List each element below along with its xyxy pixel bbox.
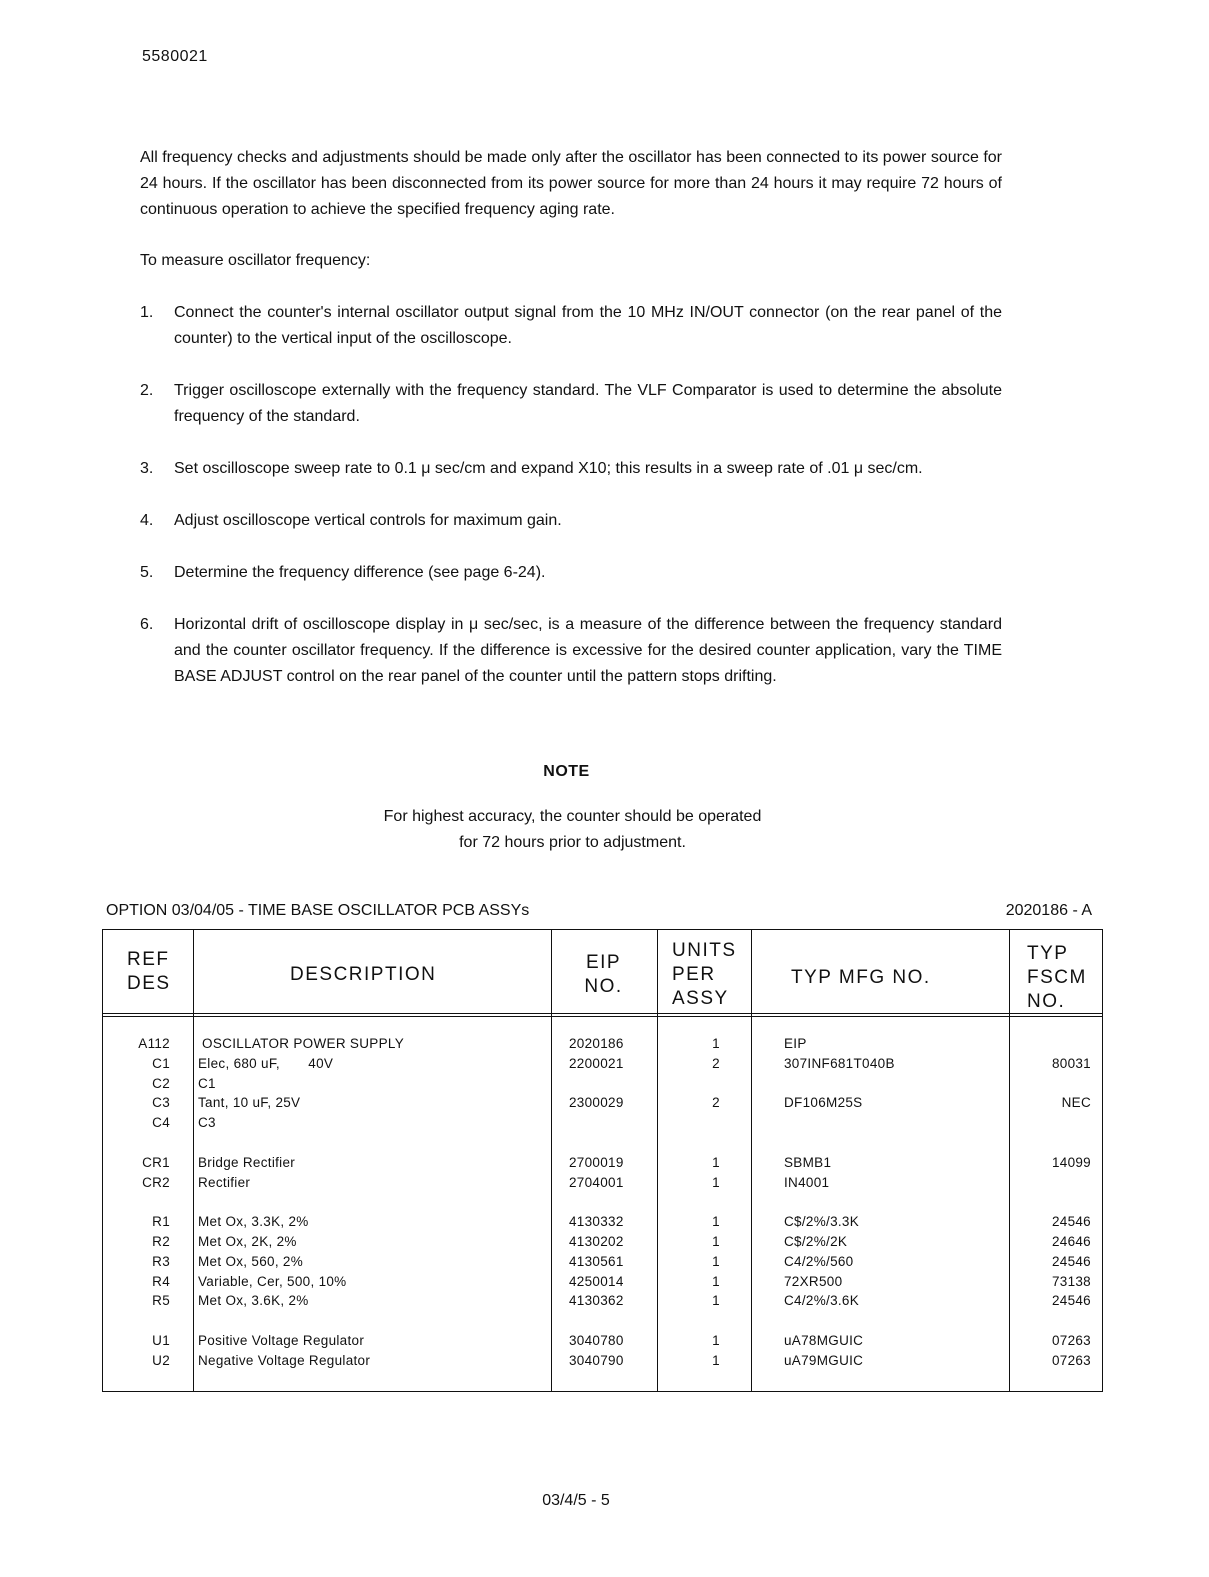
units-per-assy-cell: 1 <box>712 1273 720 1289</box>
header-description: DESCRIPTION <box>290 964 437 985</box>
step-number: 6. <box>140 616 154 633</box>
table-row <box>103 1192 1102 1212</box>
description-cell: Negative Voltage Regulator <box>198 1352 371 1368</box>
ref-des-cell: C1 <box>152 1055 170 1071</box>
step-number: 5. <box>140 564 154 581</box>
step-item <box>140 612 1002 690</box>
description-cell: Met Ox, 3.6K, 2% <box>198 1293 309 1309</box>
step-number: 3. <box>140 460 154 477</box>
eip-no-cell: 4250014 <box>569 1273 624 1289</box>
table-row <box>103 1212 1102 1232</box>
typ-mfg-no-cell: C4/2%/560 <box>784 1253 854 1269</box>
typ-mfg-no-cell: C4/2%/3.6K <box>784 1293 860 1309</box>
table-row <box>103 1113 1102 1133</box>
units-per-assy-cell: 1 <box>712 1253 720 1269</box>
table-body <box>103 1034 1102 1371</box>
header-text: NO. <box>584 976 623 997</box>
ref-des-cell: CR2 <box>142 1174 170 1190</box>
header-typ-fscm-no <box>1027 942 1087 1014</box>
typ-mfg-no-cell: IN4001 <box>784 1174 830 1190</box>
step-item <box>140 300 1002 352</box>
typ-mfg-no-cell: uA79MGUIC <box>784 1352 864 1368</box>
page-footer: 03/4/5 - 5 <box>542 1492 610 1509</box>
table-row <box>103 1034 1102 1054</box>
units-per-assy-cell: 1 <box>712 1293 720 1309</box>
header-text: EIP <box>585 952 622 973</box>
measure-heading: To measure oscillator frequency: <box>140 252 371 269</box>
step-item <box>140 560 1002 586</box>
step-item <box>140 456 1002 482</box>
document-number: 5580021 <box>142 48 208 65</box>
table-row <box>103 1272 1102 1292</box>
typ-mfg-no-cell: C$/2%/3.3K <box>784 1214 860 1230</box>
ref-des-cell: R5 <box>152 1293 170 1309</box>
fscm-no-cell: 07263 <box>1051 1352 1091 1368</box>
fscm-no-cell: 07263 <box>1051 1332 1091 1348</box>
intro-paragraph: All frequency checks and adjustments should be made only after the oscillator has been connected to its power source for 24 hours. If the oscillator has been disconnected from its power source for more than 24 hours it may require 72 hours of continuous operation to achieve the specified frequency aging rate. <box>140 149 1002 218</box>
table-row <box>103 1311 1102 1331</box>
header-ref-des <box>127 948 171 996</box>
header-text: REF <box>127 949 170 970</box>
step-text: Set oscilloscope sweep rate to 0.1 μ sec/cm and expand X10; this results in a sweep rate of .01 μ sec/cm. <box>174 460 923 477</box>
description-cell: Positive Voltage Regulator <box>198 1332 365 1348</box>
eip-no-cell: 2020186 <box>569 1036 624 1051</box>
fscm-no-cell: 80031 <box>1051 1055 1091 1071</box>
ref-des-cell: R2 <box>152 1233 170 1249</box>
table-row <box>103 1291 1102 1311</box>
description-cell: C3 <box>198 1115 216 1131</box>
table-row <box>103 1074 1102 1094</box>
table-row <box>103 1153 1102 1173</box>
units-per-assy-cell: 2 <box>712 1055 720 1071</box>
fscm-no-cell: 24546 <box>1051 1293 1091 1309</box>
typ-mfg-no-cell: DF106M25S <box>784 1095 863 1111</box>
units-per-assy-cell: 1 <box>712 1036 720 1051</box>
description-cell: Met Ox, 2K, 2% <box>198 1233 297 1249</box>
parts-table <box>102 929 1103 1392</box>
header-text: UNITS <box>672 940 737 961</box>
table-row <box>103 1173 1102 1193</box>
ref-des-cell: CR1 <box>142 1154 170 1170</box>
step-text: Trigger oscilloscope externally with the frequency standard. The VLF Comparator is used to determine the absolute frequency of the standard. <box>174 382 1002 425</box>
description-cell: C1 <box>198 1075 216 1091</box>
units-per-assy-cell: 1 <box>712 1352 720 1368</box>
description-cell: Met Ox, 560, 2% <box>198 1253 304 1269</box>
eip-no-cell: 4130561 <box>569 1253 624 1269</box>
header-text: TYP <box>1027 943 1069 964</box>
units-per-assy-cell: 1 <box>712 1233 720 1249</box>
note-line: For highest accuracy, the counter should be operated <box>383 808 762 825</box>
eip-no-cell: 2300029 <box>569 1095 624 1111</box>
ref-des-cell: R1 <box>152 1214 170 1230</box>
ref-des-cell: A112 <box>138 1036 170 1051</box>
typ-mfg-no-cell: 307INF681T040B <box>784 1055 895 1071</box>
description-cell: OSCILLATOR POWER SUPPLY <box>198 1036 405 1051</box>
eip-no-cell: 2700019 <box>569 1154 624 1170</box>
ref-des-cell: U1 <box>152 1332 170 1348</box>
description-cell: Tant, 10 uF, 25V <box>198 1095 301 1111</box>
step-number: 2. <box>140 382 154 399</box>
header-text: NO. <box>1027 991 1066 1012</box>
units-per-assy-cell: 1 <box>712 1332 720 1348</box>
typ-mfg-no-cell: 72XR500 <box>784 1273 843 1289</box>
table-title: OPTION 03/04/05 - TIME BASE OSCILLATOR PCB ASSYs <box>106 902 530 919</box>
header-typ-mfg-no: TYP MFG NO. <box>791 967 931 988</box>
note-body <box>0 804 1145 856</box>
eip-no-cell: 2200021 <box>569 1055 624 1071</box>
units-per-assy-cell: 1 <box>712 1154 720 1170</box>
fscm-no-cell: 14099 <box>1051 1154 1091 1170</box>
ref-des-cell: C3 <box>152 1095 170 1111</box>
table-row <box>103 1252 1102 1272</box>
fscm-no-cell: 24646 <box>1051 1233 1091 1249</box>
header-text: PER <box>672 964 716 985</box>
fscm-no-cell: 24546 <box>1051 1214 1091 1230</box>
step-item <box>140 508 1002 534</box>
step-text: Horizontal drift of oscilloscope display in μ sec/sec, is a measure of the difference between the frequency standard and the counter oscillator frequency. If the difference is excessive for the desired counter application, vary the TIME BASE ADJUST control on the rear panel of the counter until the pattern stops drifting. <box>174 616 1002 685</box>
description-cell: Met Ox, 3.3K, 2% <box>198 1214 309 1230</box>
ref-des-cell: C2 <box>152 1075 170 1091</box>
units-per-assy-cell: 1 <box>712 1214 720 1230</box>
fscm-no-cell: 73138 <box>1051 1273 1091 1289</box>
fscm-no-cell: 24546 <box>1051 1253 1091 1269</box>
table-revision: 2020186 - A <box>1005 902 1092 919</box>
ref-des-cell: C4 <box>152 1115 170 1131</box>
step-number: 4. <box>140 512 154 529</box>
header-text: ASSY <box>672 988 729 1009</box>
ref-des-cell: R3 <box>152 1253 170 1269</box>
eip-no-cell: 4130362 <box>569 1293 624 1309</box>
step-text: Adjust oscilloscope vertical controls for maximum gain. <box>174 512 562 529</box>
description-cell: Variable, Cer, 500, 10% <box>198 1273 347 1289</box>
eip-no-cell: 3040790 <box>569 1352 624 1368</box>
table-row <box>103 1133 1102 1153</box>
eip-no-cell: 4130332 <box>569 1214 624 1230</box>
step-text: Determine the frequency difference (see page 6-24). <box>174 564 546 581</box>
description-cell: Rectifier <box>198 1174 251 1190</box>
eip-no-cell: 2704001 <box>569 1174 624 1190</box>
eip-no-cell: 3040780 <box>569 1332 624 1348</box>
step-text: Connect the counter's internal oscillator output signal from the 10 MHz IN/OUT connector (on the rear panel of the counter) to the vertical input of the oscilloscope. <box>174 304 1002 347</box>
header-text: DES <box>127 973 171 994</box>
eip-no-cell: 4130202 <box>569 1233 624 1249</box>
table-row <box>103 1351 1102 1371</box>
table-row <box>103 1232 1102 1252</box>
ref-des-cell: U2 <box>152 1352 170 1368</box>
step-number: 1. <box>140 304 154 321</box>
table-row <box>103 1093 1102 1113</box>
header-units-per-assy <box>672 939 737 1011</box>
note-title: NOTE <box>543 763 590 780</box>
header-eip-no <box>556 951 651 999</box>
description-cell: Bridge Rectifier <box>198 1154 296 1170</box>
table-row <box>103 1054 1102 1074</box>
table-header <box>103 930 1102 1017</box>
procedure-steps <box>140 300 1002 690</box>
units-per-assy-cell: 2 <box>712 1095 720 1111</box>
fscm-no-cell: NEC <box>1061 1095 1091 1111</box>
step-item <box>140 378 1002 430</box>
typ-mfg-no-cell: uA78MGUIC <box>784 1332 864 1348</box>
ref-des-cell: R4 <box>152 1273 170 1289</box>
description-cell: Elec, 680 uF, 40V <box>198 1055 334 1071</box>
typ-mfg-no-cell: C$/2%/2K <box>784 1233 848 1249</box>
typ-mfg-no-cell: SBMB1 <box>784 1154 832 1170</box>
note-line: for 72 hours prior to adjustment. <box>459 834 686 851</box>
header-text: FSCM <box>1027 967 1087 988</box>
table-row <box>103 1331 1102 1351</box>
units-per-assy-cell: 1 <box>712 1174 720 1190</box>
typ-mfg-no-cell: EIP <box>784 1036 807 1051</box>
